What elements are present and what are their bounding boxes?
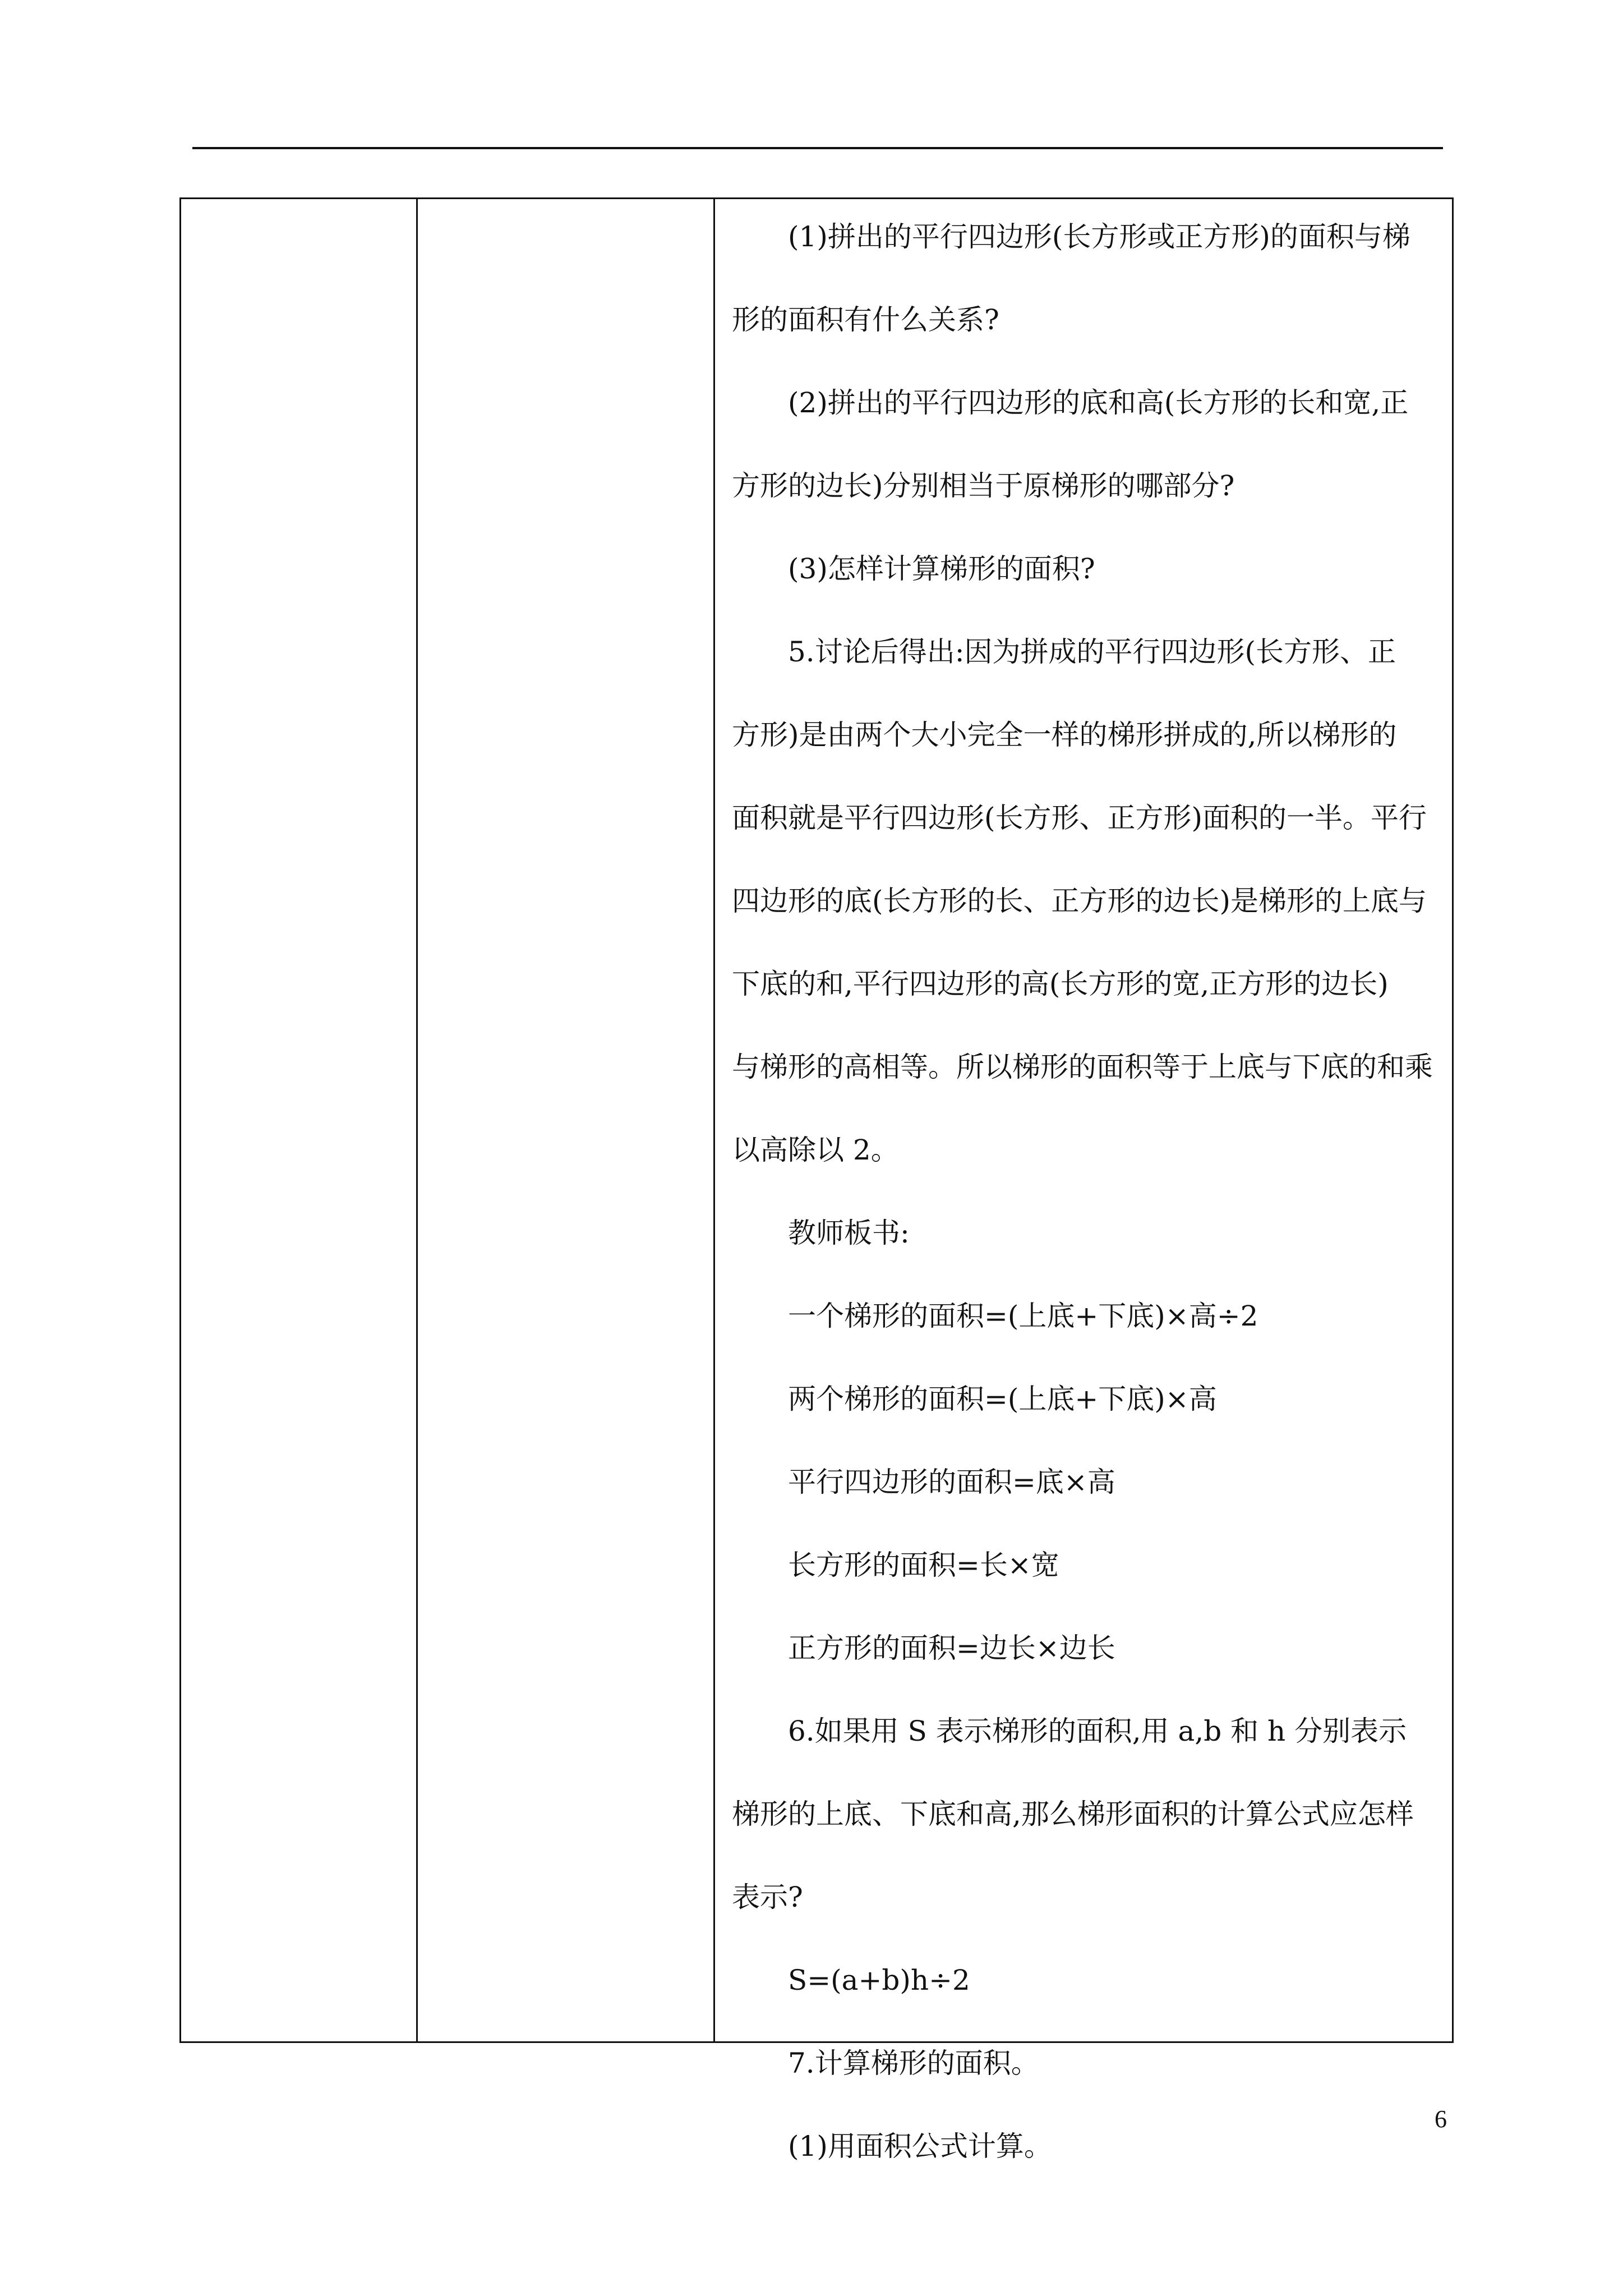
text-line-20: 梯形的上底、下底和高,那么梯形面积的计算公式应怎样 [732, 1798, 1414, 1830]
text-line-11: 与梯形的高相等。所以梯形的面积等于上底与下底的和乘 [732, 1051, 1433, 1083]
text-line-22: S=(a+b)h÷2 [788, 1964, 970, 1996]
text-line-21: 表示? [732, 1881, 803, 1913]
text-line-8: 面积就是平行四边形(长方形、正方形)面积的一半。平行 [732, 802, 1427, 834]
text-line-5: (3)怎样计算梯形的面积? [788, 553, 1095, 585]
lesson-table [179, 197, 1454, 2162]
text-line-19: 6.如果用 S 表示梯形的面积,用 a,b 和 h 分别表示 [788, 1715, 1407, 1747]
text-line-16: 平行四边形的面积=底×高 [788, 1466, 1115, 1498]
table-column-content [418, 199, 715, 2041]
text-line-4: 方形的边长)分别相当于原梯形的哪部分? [732, 470, 1235, 502]
text-line-14: 一个梯形的面积=(上底+下底)×高÷2 [788, 1300, 1258, 1332]
text-line-10: 下底的和,平行四边形的高(长方形的宽,正方形的边长) [732, 968, 1389, 1000]
text-line-24: (1)用面积公式计算。 [788, 2130, 1052, 2162]
text-line-1: (1)拼出的平行四边形(长方形或正方形)的面积与梯 [788, 220, 1410, 253]
text-line-23: 7.计算梯形的面积。 [788, 2047, 1039, 2079]
page-number: 6 [1435, 2105, 1447, 2133]
text-line-2: 形的面积有什么关系? [732, 303, 999, 336]
text-line-13: 教师板书: [788, 1217, 910, 1249]
text-line-6: 5.讨论后得出:因为拼成的平行四边形(长方形、正 [788, 636, 1396, 668]
text-line-15: 两个梯形的面积=(上底+下底)×高 [788, 1383, 1217, 1415]
text-line-12: 以高除以 2。 [732, 1134, 899, 1166]
text-line-3: (2)拼出的平行四边形的底和高(长方形的长和宽,正 [788, 386, 1409, 419]
text-line-9: 四边形的底(长方形的长、正方形的边长)是梯形的上底与 [732, 885, 1427, 917]
header-rule [192, 147, 1443, 149]
text-line-7: 方形)是由两个大小完全一样的梯形拼成的,所以梯形的 [732, 719, 1397, 751]
text-line-17: 长方形的面积=长×宽 [788, 1549, 1059, 1581]
table-column-activities [715, 199, 1452, 2162]
text-line-18: 正方形的面积=边长×边长 [788, 1632, 1115, 1664]
table-column-stage [181, 199, 418, 2041]
